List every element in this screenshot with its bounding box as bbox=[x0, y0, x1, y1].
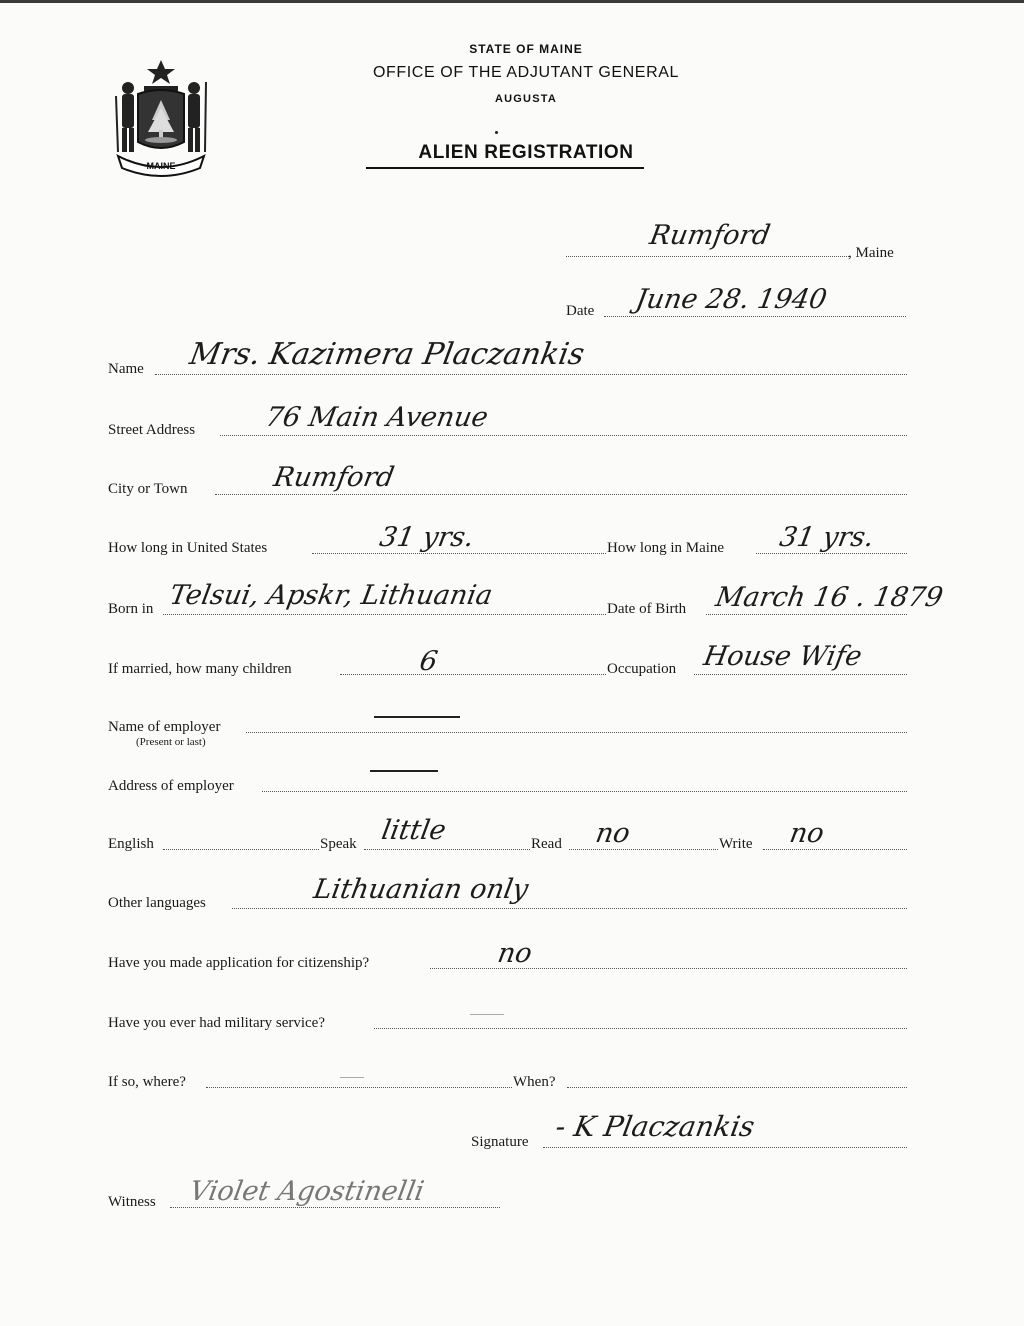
children-label: If married, how many children bbox=[108, 661, 292, 677]
born-value: Telsui, Apskr, Lithuania bbox=[167, 580, 495, 611]
citizenship-value: no bbox=[495, 938, 535, 969]
dob-line bbox=[706, 614, 907, 615]
other-languages-value: Lithuanian only bbox=[311, 874, 531, 905]
top-border bbox=[0, 0, 1024, 3]
name-line bbox=[155, 374, 907, 375]
other-languages-line bbox=[232, 908, 907, 909]
read-label: Read bbox=[531, 836, 562, 852]
header-state: STATE OF MAINE bbox=[469, 42, 583, 56]
header-dot bbox=[495, 131, 498, 134]
street-line bbox=[220, 435, 907, 436]
place-line bbox=[566, 256, 849, 257]
dob-value: March 16 . 1879 bbox=[713, 582, 946, 613]
write-label: Write bbox=[719, 836, 753, 852]
place-value: Rumford bbox=[647, 220, 773, 251]
where-dash bbox=[340, 1077, 364, 1078]
write-line bbox=[763, 849, 907, 850]
signature-label: Signature bbox=[471, 1134, 529, 1150]
date-label: Date bbox=[566, 303, 595, 319]
employer-address-line bbox=[262, 791, 907, 792]
date-line bbox=[604, 316, 906, 317]
name-label: Name bbox=[108, 361, 144, 377]
witness-value: Violet Agostinelli bbox=[187, 1176, 427, 1207]
maine-years-value: 31 yrs. bbox=[777, 522, 877, 553]
read-value: no bbox=[593, 818, 633, 849]
citizenship-label: Have you made application for citizenship? bbox=[108, 955, 370, 971]
where-label: If so, where? bbox=[108, 1074, 186, 1090]
military-label: Have you ever had military service? bbox=[108, 1015, 325, 1031]
street-label: Street Address bbox=[108, 422, 196, 438]
employer-address-dash bbox=[370, 770, 438, 772]
where-line bbox=[206, 1087, 512, 1088]
occupation-label: Occupation bbox=[607, 661, 677, 677]
us-years-value: 31 yrs. bbox=[377, 522, 477, 553]
children-line bbox=[340, 674, 606, 675]
city-value: Rumford bbox=[271, 462, 397, 493]
header-office: OFFICE OF THE ADJUTANT GENERAL bbox=[372, 64, 680, 81]
when-line bbox=[567, 1087, 907, 1088]
us-years-label: How long in United States bbox=[108, 540, 268, 556]
witness-label: Witness bbox=[108, 1194, 156, 1210]
employer-label: Name of employer bbox=[108, 719, 221, 735]
employer-dash bbox=[374, 716, 460, 718]
english-label: English bbox=[108, 836, 154, 852]
read-line bbox=[569, 849, 718, 850]
signature-value: - K Placzankis bbox=[553, 1110, 758, 1143]
other-languages-label: Other languages bbox=[108, 895, 206, 911]
city-line bbox=[215, 494, 907, 495]
header-city: AUGUSTA bbox=[495, 93, 557, 105]
occupation-line bbox=[694, 674, 907, 675]
place-suffix-label: , Maine bbox=[848, 245, 894, 261]
us-years-line bbox=[312, 553, 606, 554]
born-label: Born in bbox=[108, 601, 154, 617]
date-value: June 28. 1940 bbox=[633, 284, 830, 315]
street-value: 76 Main Avenue bbox=[263, 402, 491, 433]
page-title: ALIEN REGISTRATION bbox=[418, 142, 634, 163]
english-line bbox=[163, 849, 319, 850]
speak-value: little bbox=[379, 815, 449, 846]
speak-label: Speak bbox=[320, 836, 357, 852]
speak-line bbox=[364, 849, 530, 850]
name-value: Mrs. Kazimera Placzankis bbox=[187, 337, 588, 372]
military-line bbox=[374, 1028, 907, 1029]
write-value: no bbox=[787, 818, 827, 849]
employer-line bbox=[246, 732, 907, 733]
title-underline bbox=[366, 167, 644, 169]
when-label: When? bbox=[513, 1074, 556, 1090]
employer-address-label: Address of employer bbox=[108, 778, 234, 794]
seal-banner-text: MAINE bbox=[146, 161, 176, 171]
signature-line bbox=[543, 1147, 907, 1148]
dob-label: Date of Birth bbox=[607, 601, 687, 617]
maine-years-label: How long in Maine bbox=[607, 540, 725, 556]
children-value: 6 bbox=[417, 646, 440, 677]
occupation-value: House Wife bbox=[701, 641, 865, 672]
city-label: City or Town bbox=[108, 481, 188, 497]
witness-line bbox=[170, 1207, 500, 1208]
employer-sublabel: (Present or last) bbox=[136, 736, 206, 748]
military-dash bbox=[470, 1014, 504, 1015]
born-line bbox=[163, 614, 606, 615]
maine-years-line bbox=[756, 553, 907, 554]
